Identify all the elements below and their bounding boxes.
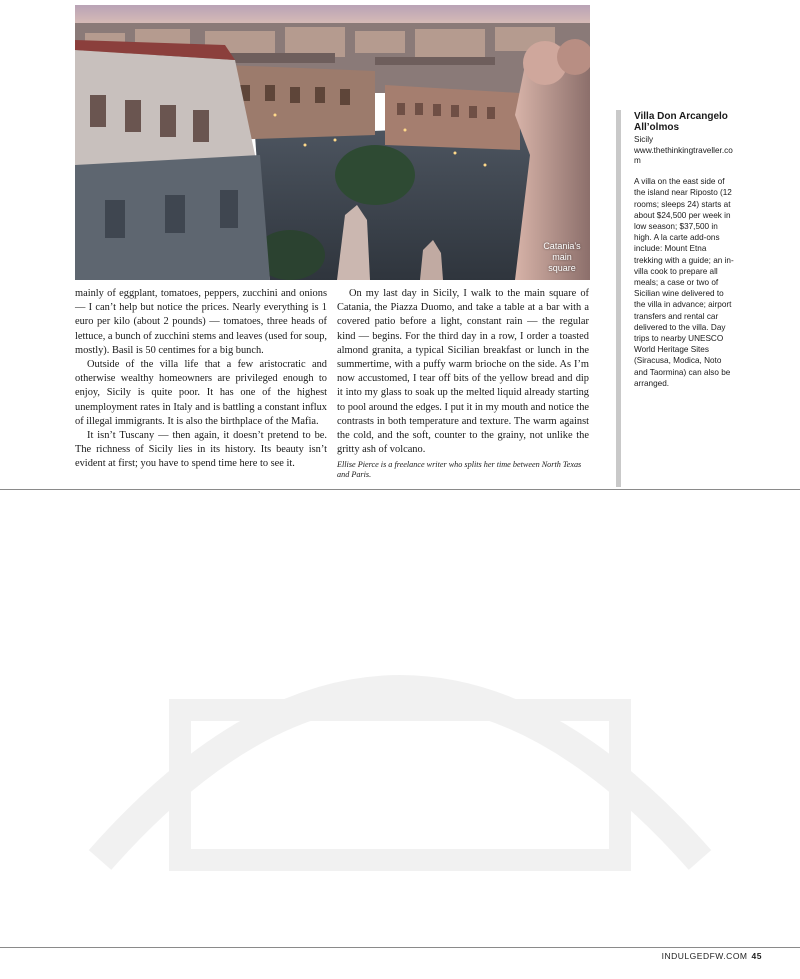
footer-rule bbox=[0, 947, 800, 948]
catania-square-illustration bbox=[75, 5, 590, 280]
page-footer bbox=[662, 951, 762, 961]
footer-site: INDULGEDFW.COM bbox=[661, 951, 748, 961]
paragraph: On my last day in Sicily, I walk to the main square of Catania, the Piazza Duomo, and take a table at a bar with a covered patio before a light, constant rain — the regular kind — begins. For the third day in a row, I order a toasted almond granita, a typical Sicilian breakfast or lunch in the summertime, with a puffy warm brioche on the side. As I’m now accustomed, I tear off bits of the yellow bread and dip it into my glass to soak up the melted liquid already starting to pool around the edges. I put it in my mouth and notice the contrasts in both temperature and texture. The warm against the cold, and the soft, counter to the grainy, not unlike the gritty ash of volcano. bbox=[337, 288, 589, 456]
paragraph: It isn’t Tuscany — then again, it doesn’t pretend to be. The richness of Sicily lies in its history. Its beauty isn’t evident at first; you have to spend time here to see it. bbox=[75, 430, 327, 470]
sidebar-website-link[interactable]: www.thethinkingtraveller.com bbox=[634, 145, 733, 166]
paragraph: mainly of eggplant, tomatoes, peppers, zucchini and onions — I can’t help but notice the prices. Nearly everything is 1 euro per kilo (about 2 pounds) — tomatoes, three heads of lettuce, a bunch of zucchini stems and leaves (used for soup, mostly). Basil is 50 centimes for a big bunch. bbox=[75, 288, 327, 356]
paragraph: Outside of the villa life that a few aristocratic and otherwise wealthy homeowners are privileged enough to enjoy, Sicily is quite poor. It has one of the highest unemployment rates in Italy and is battling a constant influx of illegal immigrants. It is also the birthplace of the Mafia. bbox=[75, 359, 327, 427]
sidebar-info bbox=[634, 112, 734, 389]
article-column-2 bbox=[337, 287, 589, 480]
sidebar-body: A villa on the east side of the island near Riposto (12 rooms; sleeps 24) starts at about $24,500 per week in low season; $37,500 in high. A la carte add-ons include: Mount Etna trekking with a guide; an in-villa cook to prepare all meals; a case or two of Sicilian wine delivered to the villa in advance; airport transfers and rental car delivered to the villa. Day trips to nearby UNESCO World Heritage Sites (Siracusa, Modica, Noto and Taormina) can also be arranged. bbox=[634, 177, 734, 388]
page-divider bbox=[0, 489, 800, 490]
article-photo bbox=[75, 5, 590, 280]
faint-watermark-graphic bbox=[60, 560, 740, 890]
article-column-1 bbox=[75, 287, 327, 472]
photo-caption: Catania’s main square bbox=[543, 241, 581, 273]
sidebar-rule bbox=[616, 110, 621, 487]
page-number: 45 bbox=[751, 951, 762, 961]
author-credit: Ellise Pierce is a freelance writer who splits her time between North Texas and Paris. bbox=[337, 460, 582, 480]
sidebar-location: Sicily bbox=[634, 135, 654, 144]
sidebar-title: Villa Don Arcangelo All’olmos bbox=[634, 111, 728, 133]
